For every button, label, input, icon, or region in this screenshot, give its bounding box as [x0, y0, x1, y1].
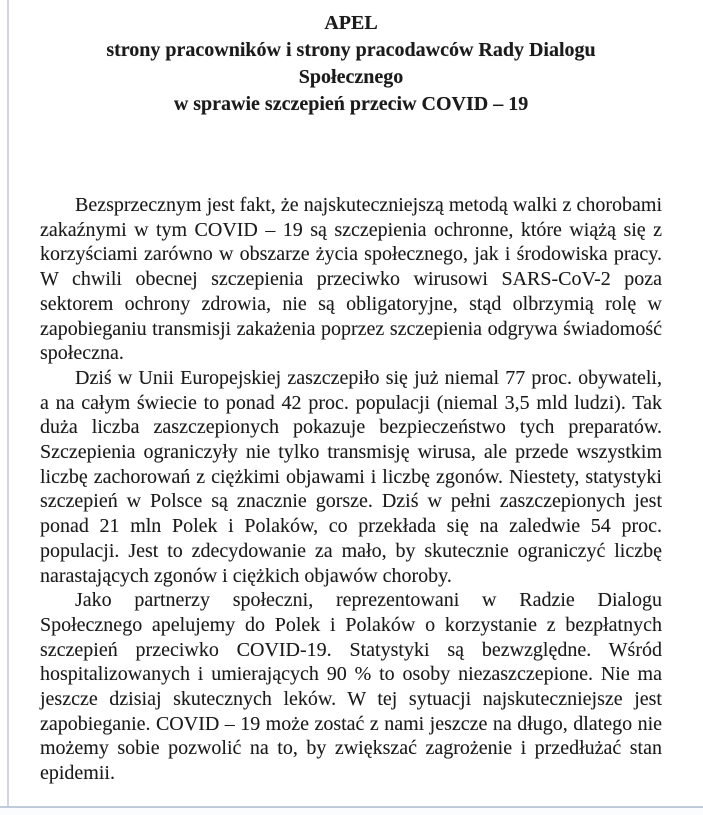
title-line-3: Społecznego	[298, 66, 404, 88]
document-body	[40, 193, 662, 786]
page-bottom-edge	[0, 806, 703, 815]
document-title	[40, 10, 662, 118]
paragraph-3: Jako partnerzy społeczni, reprezentowani w Radzie Dialogu Społecznego apelujemy do Polek i Polaków o korzystanie z bezpłatnych szczepień przeciwko COVID-19. Statystyki są bezwzględne. Wśród hospitalizowanych i umierających 90 % to osoby niezaszczepione. Nie ma jeszcze dzisiaj skutecznych leków. W tej sytuacji najskuteczniejsze jest zapobieganie. COVID – 19 może zostać z nami jeszcze na długo, dlatego nie możemy sobie pozwolić na to, by zwiększać zagrożenie i przedłużać stan epidemii.	[40, 589, 662, 785]
title-line-2: strony pracowników i strony pracodawców Rady Dialogu	[106, 39, 596, 61]
title-line-1: APEL	[324, 12, 378, 34]
page-content	[40, 10, 662, 786]
page-left-edge-line	[7, 0, 9, 806]
title-line-4: w sprawie szczepień przeciw COVID – 19	[173, 93, 529, 115]
paragraph-1: Bezsprzecznym jest fakt, że najskuteczniejszą metodą walki z chorobami zakaźnymi w tym COVID – 19 są szczepienia ochronne, które wiążą się z korzyściami zarówno w obszarze życia społecznego, jak i środowiska pracy. W chwili obecnej szczepienia przeciwko wirusowi SARS-CoV-2 poza sektorem ochrony zdrowia, nie są obligatoryjne, stąd olbrzymią rolę w zapobieganiu transmisji zakażenia poprzez szczepienia odgrywa świadomość społeczna.	[40, 194, 662, 365]
paragraph-2: Dziś w Unii Europejskiej zaszczepiło się już niemal 77 proc. obywateli, a na całym świecie to ponad 42 proc. populacji (niemal 3,5 mld ludzi). Tak duża liczba zaszczepionych pokazuje bezpieczeństwo tych preparatów. Szczepienia ograniczyły nie tylko transmisję wirusa, ale przede wszystkim liczbę zachorowań z ciężkimi objawami i liczbę zgonów. Niestety, statystyki szczepień w Polsce są znacznie gorsze. Dziś w pełni zaszczepionych jest ponad 21 mln Polek i Polaków, co przekłada się na zaledwie 54 proc. populacji. Jest to zdecydowanie za mało, by skutecznie ograniczyć liczbę narastających zgonów i ciężkich objawów choroby.	[40, 366, 662, 587]
